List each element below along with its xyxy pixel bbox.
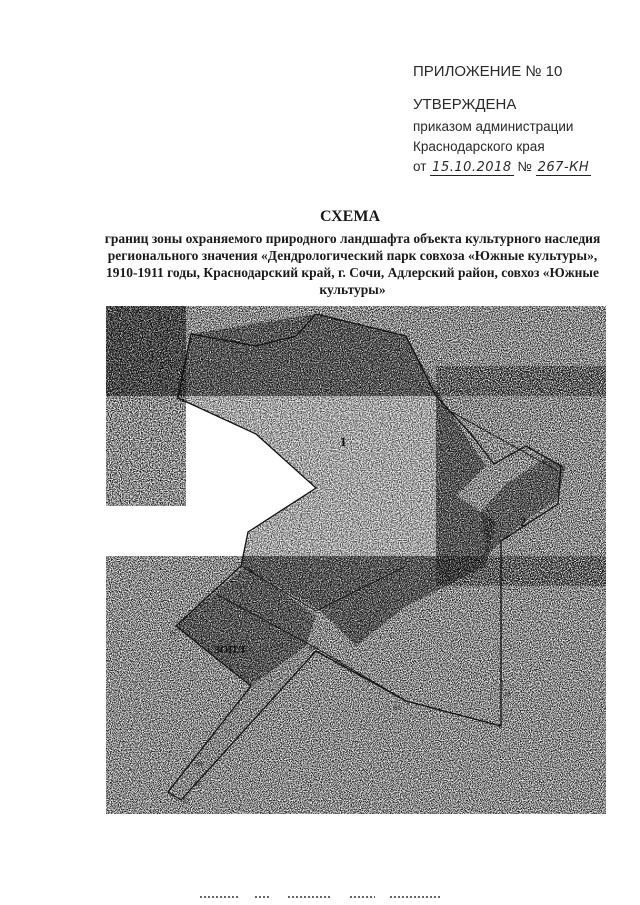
point-label-69: 69	[194, 782, 201, 788]
point-label-31: 31	[198, 602, 205, 608]
zone-label-2: 2	[520, 514, 527, 529]
order-line-2: Краснодарского края	[413, 139, 545, 154]
point-label-70: 70	[182, 799, 189, 805]
document-subtitle: границ зоны охраняемого природного ландшафта объекта культурного наследия регионального значения «Дендрологический парк совхоза «Южные культуры», 1910-1911 годы, Краснодарский край, г. Сочи, Адлерский район, совхоз «Южные культуры»	[104, 231, 601, 297]
scan-artifact	[200, 894, 460, 900]
order-date-line	[413, 157, 591, 178]
document-title: СХЕМА	[319, 208, 381, 225]
date-prefix: от	[413, 159, 427, 174]
map-noise-left	[106, 306, 186, 506]
approved-label: УТВЕРЖДЕНА	[413, 96, 517, 113]
zone-label-1: 1	[340, 434, 347, 449]
point-label-66: 66	[309, 646, 316, 652]
point-label-18: 18	[504, 692, 511, 698]
order-line-1: приказом администрации	[413, 119, 574, 134]
order-block	[413, 117, 591, 178]
order-number: 267-КН	[537, 160, 590, 175]
point-label-68: 68	[196, 762, 203, 768]
appendix-label: ПРИЛОЖЕНИЕ № 10	[413, 63, 563, 80]
order-date: 15.10.2018	[432, 160, 512, 175]
point-label-76: 76	[170, 632, 177, 638]
boundary-map	[106, 306, 606, 814]
number-prefix: №	[517, 159, 532, 174]
point-label-67: 67	[394, 706, 401, 712]
zone-label-zopl: ЗОПЛ	[214, 644, 246, 656]
